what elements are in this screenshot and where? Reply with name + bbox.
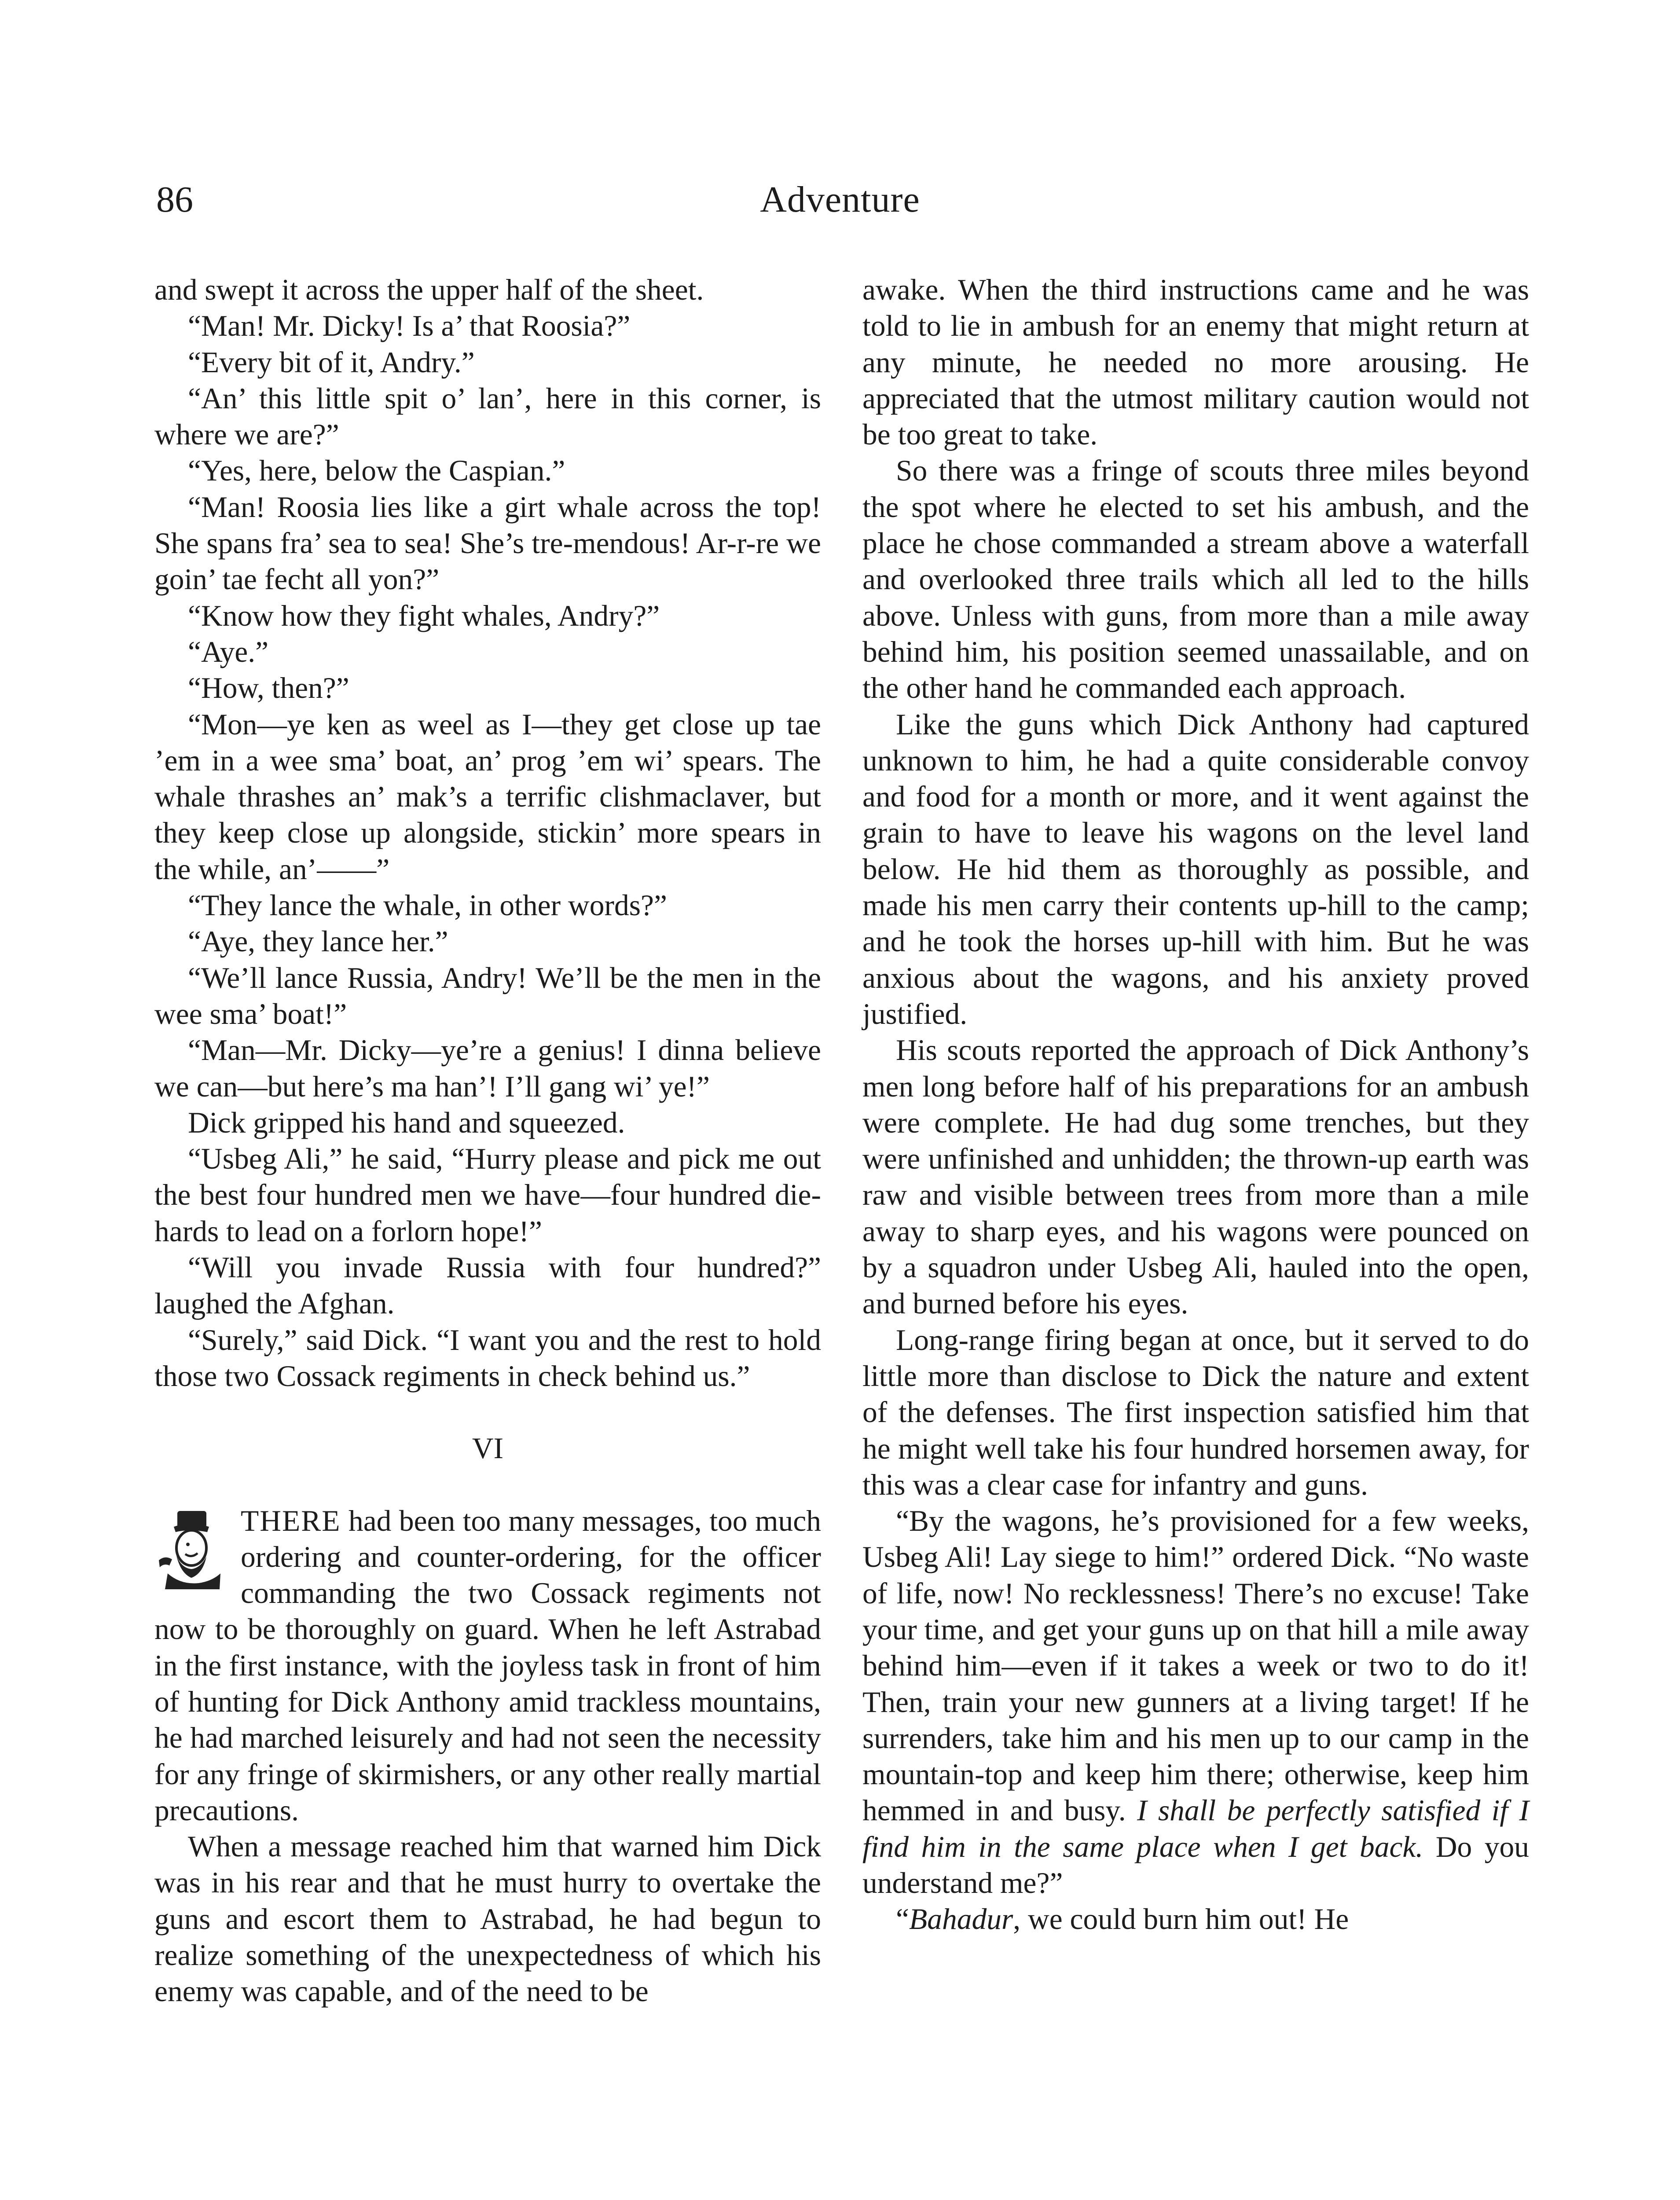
paragraph-text: “ (896, 1903, 909, 1936)
final-paragraph (862, 1901, 1529, 1937)
paragraph: “We’ll lance Russia, Andry! We’ll be the men in the wee sma’ boat!” (154, 961, 821, 1030)
paragraph-text: , we could burn him out! He (1013, 1903, 1349, 1936)
paragraph: So there was a fringe of scouts three miles beyond the spot where he elected to set his ambush, and the place he chose commanded a stream above a waterfall and overlooked three trails which all led to the hills above. Unless with guns, from more than a mile away behind him, his position seemed unassailable, and on the other hand he commanded each approach. (862, 454, 1529, 705)
paragraph: Like the guns which Dick Anthony had captured unknown to him, he had a quite considerable convoy and food for a month or more, and it went against the grain to have to leave his wagons on the level land below. He hid them as thoroughly as possible, and made his men carry their contents up-hill to the camp; and he took the horses up-hill with him. But he was anxious about the wagons, and his anxiety proved justified. (862, 708, 1529, 1030)
dropcap-lead-word: THERE (241, 1504, 341, 1537)
paragraph: “Man! Roosia lies like a girt whale across the top! She spans fra’ sea to sea! She’s tre-mendous! Ar-r-re we goin’ tae fecht all yon?” (154, 490, 821, 596)
paragraph: Long-range firing began at once, but it served to do little more than disclose to Dick the nature and extent of the defenses. The first inspection satisfied him that he might well take his four hundred horsemen away, for this was a clear case for infantry and guns. (862, 1323, 1529, 1501)
italic-text: Bahadur (909, 1903, 1013, 1936)
paragraph: “Will you invade Russia with four hundred?” laughed the Afghan. (154, 1251, 821, 1320)
paragraph: “Know how they fight whales, Andry?” (188, 599, 660, 632)
paragraph: When a message reached him that warned him Dick was in his rear and that he must hurry to overtake the guns and escort them to Astrabad, he had begun to realize something of the unexpectedness of which his enemy was capable, and of the need to be (154, 1830, 821, 2008)
paragraph: “They lance the whale, in other words?” (188, 889, 667, 922)
paragraph-text: had been too many messages, too much ordering and counter-ordering, for the officer commanding the two Cossack regiments not now to be thoroughly on guard. When he left Astrabad in the first instance, with the joyless task in front of him of hunting for Dick Anthony amid trackless mountains, he had marched leisurely and had not seen the necessity for any fringe of skirmishers, or any other really martial precautions. (154, 1504, 821, 1827)
paragraph-text: Do you understand me?” (862, 1830, 1529, 1900)
paragraph: “Mon—ye ken as weel as I—they get close up tae ’em in a wee sma’ boat, an’ prog ’em wi’ spears. The whale thrashes an’ mak’s a terrific clishmaclaver, but they keep close up alongside, stickin’ more spears in the while, an’——” (154, 708, 821, 886)
italic-text: I shall be perfectly satisfied if I find him in the same place when I get back. (862, 1794, 1530, 1863)
paragraph: “Usbeg Ali,” he said, “Hurry please and pick me out the best four hundred men we have—four hundred die-hards to lead on a forlorn hope!” (154, 1142, 821, 1248)
left-column (154, 272, 821, 2010)
paragraph: His scouts reported the approach of Dick Anthony’s men long before half of his preparations for an ambush were complete. He had dug some trenches, but they were unfinished and unhidden; the thrown-up earth was raw and visible between trees from more than a mile away to sharp eyes, and his wagons were pounced on by a squadron under Usbeg Ali, hauled into the open, and burned before his eyes. (862, 1034, 1529, 1320)
paragraph: “An’ this little spit o’ lan’, here in this corner, is where we are?” (154, 381, 821, 451)
paragraph: “Aye.” (188, 635, 269, 668)
paragraph: “Yes, here, below the Caspian.” (188, 454, 565, 488)
paragraph: “How, then?” (188, 671, 349, 705)
paragraph: “Aye, they lance her.” (188, 925, 448, 958)
paragraph-text: “By the wagons, he’s provisioned for a few weeks, Usbeg Ali! Lay siege to him!” ordered Dick. “No waste of life, now! No recklessness! There’s no excuse! Take your time, and get your guns up on that hill a mile away behind him—even if it takes a week or two to do it! Then, train your new gunners at a living target! If he surrenders, take him and his men up to our camp in the mountain-top and keep him there; otherwise, keep him hemmed in and busy. (862, 1504, 1529, 1827)
running-title: Adventure (760, 179, 920, 220)
paragraph: Dick gripped his hand and squeezed. (188, 1106, 625, 1139)
right-column (862, 272, 1529, 1938)
paragraph: “Man—Mr. Dicky—ye’re a genius! I dinna believe we can—but here’s ma han’! I’ll gang wi’ ye!” (154, 1034, 821, 1103)
dialogue-paragraph (862, 1503, 1529, 1901)
cossack-head-icon (154, 1507, 225, 1591)
paragraph: “Every bit of it, Andry.” (188, 345, 475, 379)
page-number: 86 (156, 179, 193, 220)
section-heading: VI (472, 1432, 504, 1465)
paragraph: and swept it across the upper half of the sheet. (154, 273, 704, 306)
paragraph: awake. When the third instructions came and he was told to lie in ambush for an enemy that might return at any minute, he needed no more arousing. He appreciated that the utmost military caution would not be too great to take. (862, 273, 1529, 451)
paragraph: “Man! Mr. Dicky! Is a’ that Roosia?” (188, 309, 631, 343)
paragraph: “Surely,” said Dick. “I want you and the rest to hold those two Cossack regiments in check behind us.” (154, 1323, 821, 1393)
opening-paragraph (154, 1503, 821, 1829)
